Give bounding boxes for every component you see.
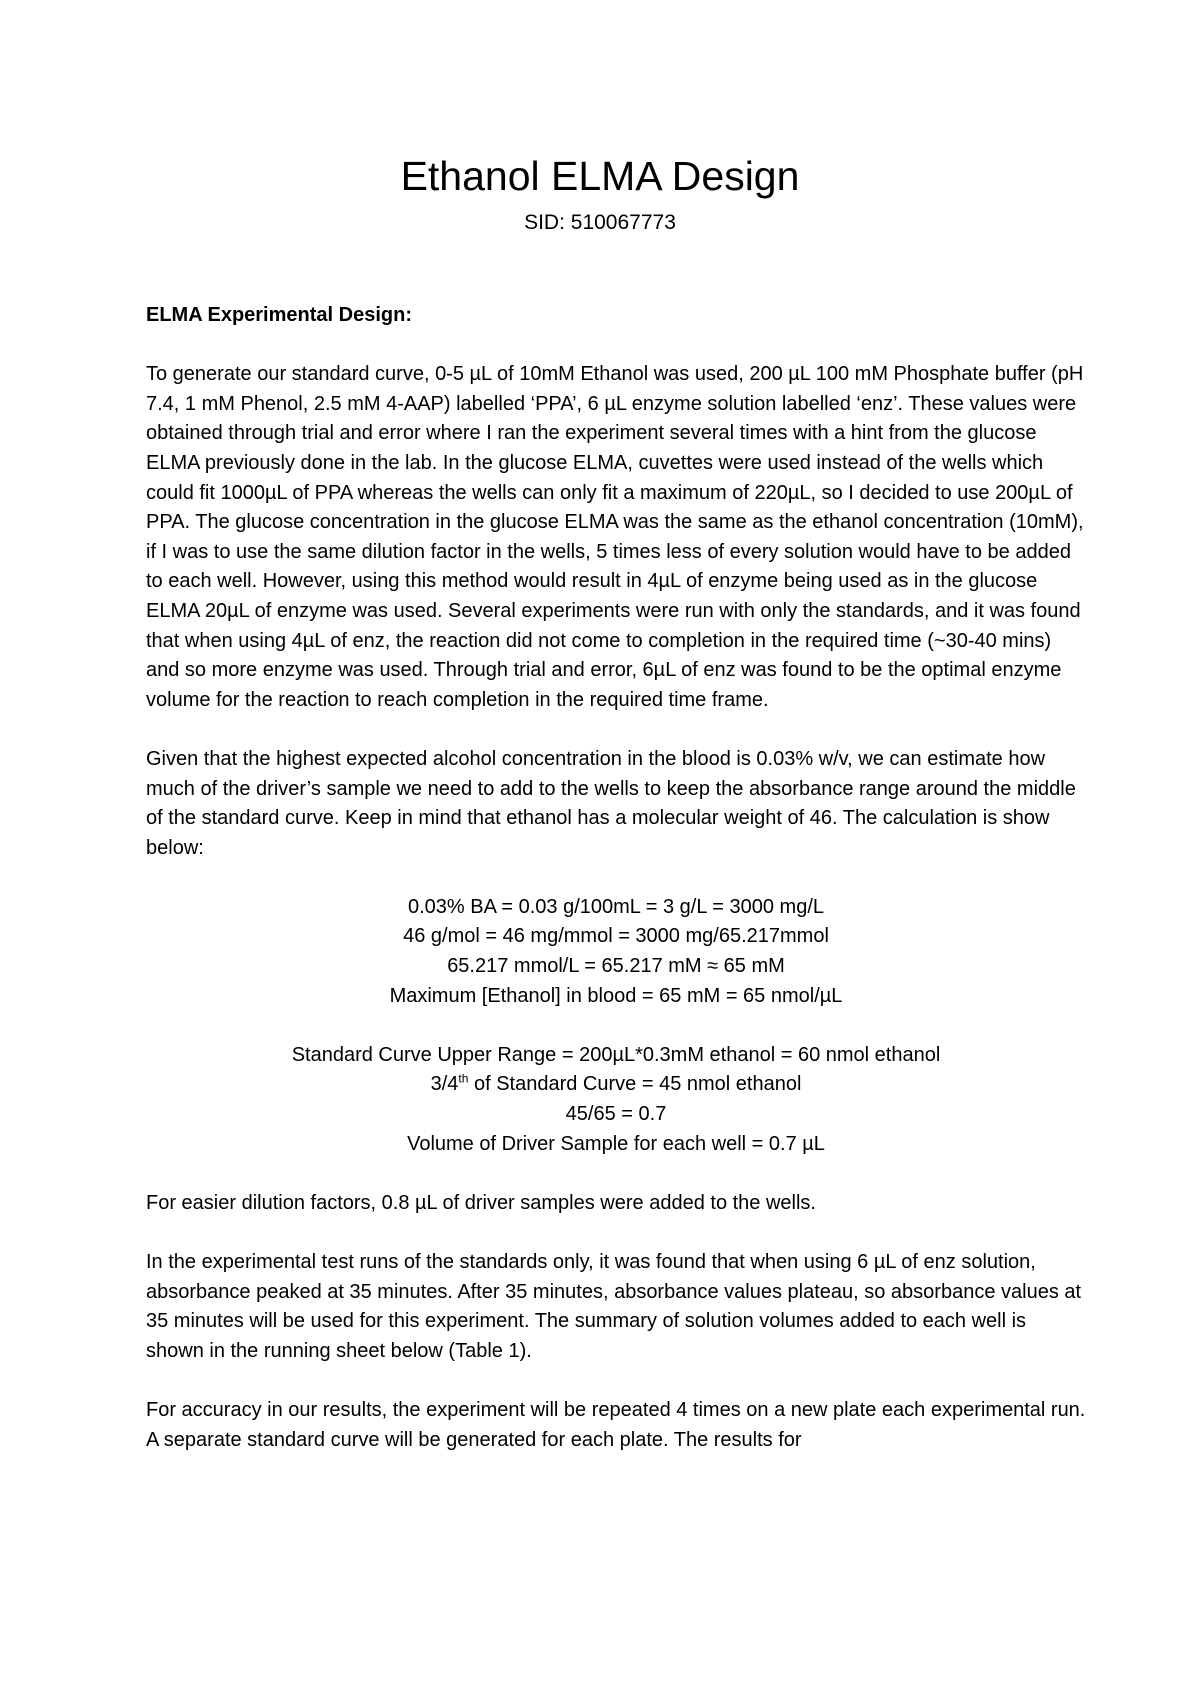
calculation-block-concentration xyxy=(146,893,1086,1011)
calculation-block-volume xyxy=(146,1041,1086,1159)
calc-line: Standard Curve Upper Range = 200µL*0.3mM ethanol = 60 nmol ethanol xyxy=(291,1043,941,1066)
paragraph-dilution: For easier dilution factors, 0.8 µL of driver samples were added to the wells. xyxy=(146,1191,816,1214)
document-body xyxy=(146,301,1086,1485)
calc-line: Volume of Driver Sample for each well = 0.7 µL xyxy=(407,1132,825,1155)
section-heading: ELMA Experimental Design: xyxy=(146,304,412,326)
superscript-th: th xyxy=(458,1071,469,1086)
paragraph-standard-curve: To generate our standard curve, 0-5 µL of 10mM Ethanol was used, 200 µL 100 mM Phosphate buffer (pH 7.4, 1 mM Phenol, 2.5 mM 4-AAP) labelled ‘PPA’, 6 µL enzyme solution labelled ‘enz’. These values were obtained through trial and error where I ran the experiment several times with a hint from the glucose ELMA previously done in the lab. In the glucose ELMA, cuvettes were used instead of the wells which could fit 1000µL of PPA whereas the wells can only fit a maximum of 220µL, so I decided to use 200µL of PPA. The glucose concentration in the glucose ELMA was the same as the ethanol concentration (10mM), if I was to use the same dilution factor in the wells, 5 times less of every solution would have to be added to each well. However, using this method would result in 4µL of enzyme being used as in the glucose ELMA 20µL of enzyme was used. Several experiments were run with only the standards, and it was found that when using 4µL of enz, the reaction did not come to completion in the required time (~30-40 mins) and so more enzyme was used. Through trial and error, 6µL of enz was found to be the optimal enzyme volume for the reaction to reach completion in the required time frame. xyxy=(146,363,1084,711)
calc-line-fraction xyxy=(146,1070,1086,1100)
calc-line: Maximum [Ethanol] in blood = 65 mM = 65 nmol/µL xyxy=(389,984,843,1007)
calc-line: 46 g/mol = 46 mg/mmol = 3000 mg/65.217mmol xyxy=(403,925,829,948)
calc-fraction: 3/4 xyxy=(430,1073,459,1096)
paragraph-accuracy: For accuracy in our results, the experiment will be repeated 4 times on a new plate each experimental run. A separate standard curve will be generated for each plate. The results for xyxy=(146,1398,1086,1451)
calc-fraction-suffix: of Standard Curve = 45 nmol ethanol xyxy=(468,1073,802,1096)
calc-line: 45/65 = 0.7 xyxy=(565,1103,667,1126)
paragraph-sample-estimate: Given that the highest expected alcohol concentration in the blood is 0.03% w/v, we can estimate how much of the driver’s sample we need to add to the wells to keep the absorbance range around the middle of the standard curve. Keep in mind that ethanol has a molecular weight of 46. The calculation is show below: xyxy=(146,747,1076,859)
calc-line: 0.03% BA = 0.03 g/100mL = 3 g/L = 3000 mg/L xyxy=(407,895,825,918)
document-title: Ethanol ELMA Design xyxy=(400,153,800,199)
student-id: SID: 510067773 xyxy=(524,211,676,234)
calc-line: 65.217 mmol/L = 65.217 mM ≈ 65 mM xyxy=(447,955,785,978)
paragraph-test-runs: In the experimental test runs of the standards only, it was found that when using 6 µL of enz solution, absorbance peaked at 35 minutes. After 35 minutes, absorbance values plateau, so absorbance values at 35 minutes will be used for this experiment. The summary of solution volumes added to each well is shown in the running sheet below (Table 1). xyxy=(146,1251,1082,1362)
